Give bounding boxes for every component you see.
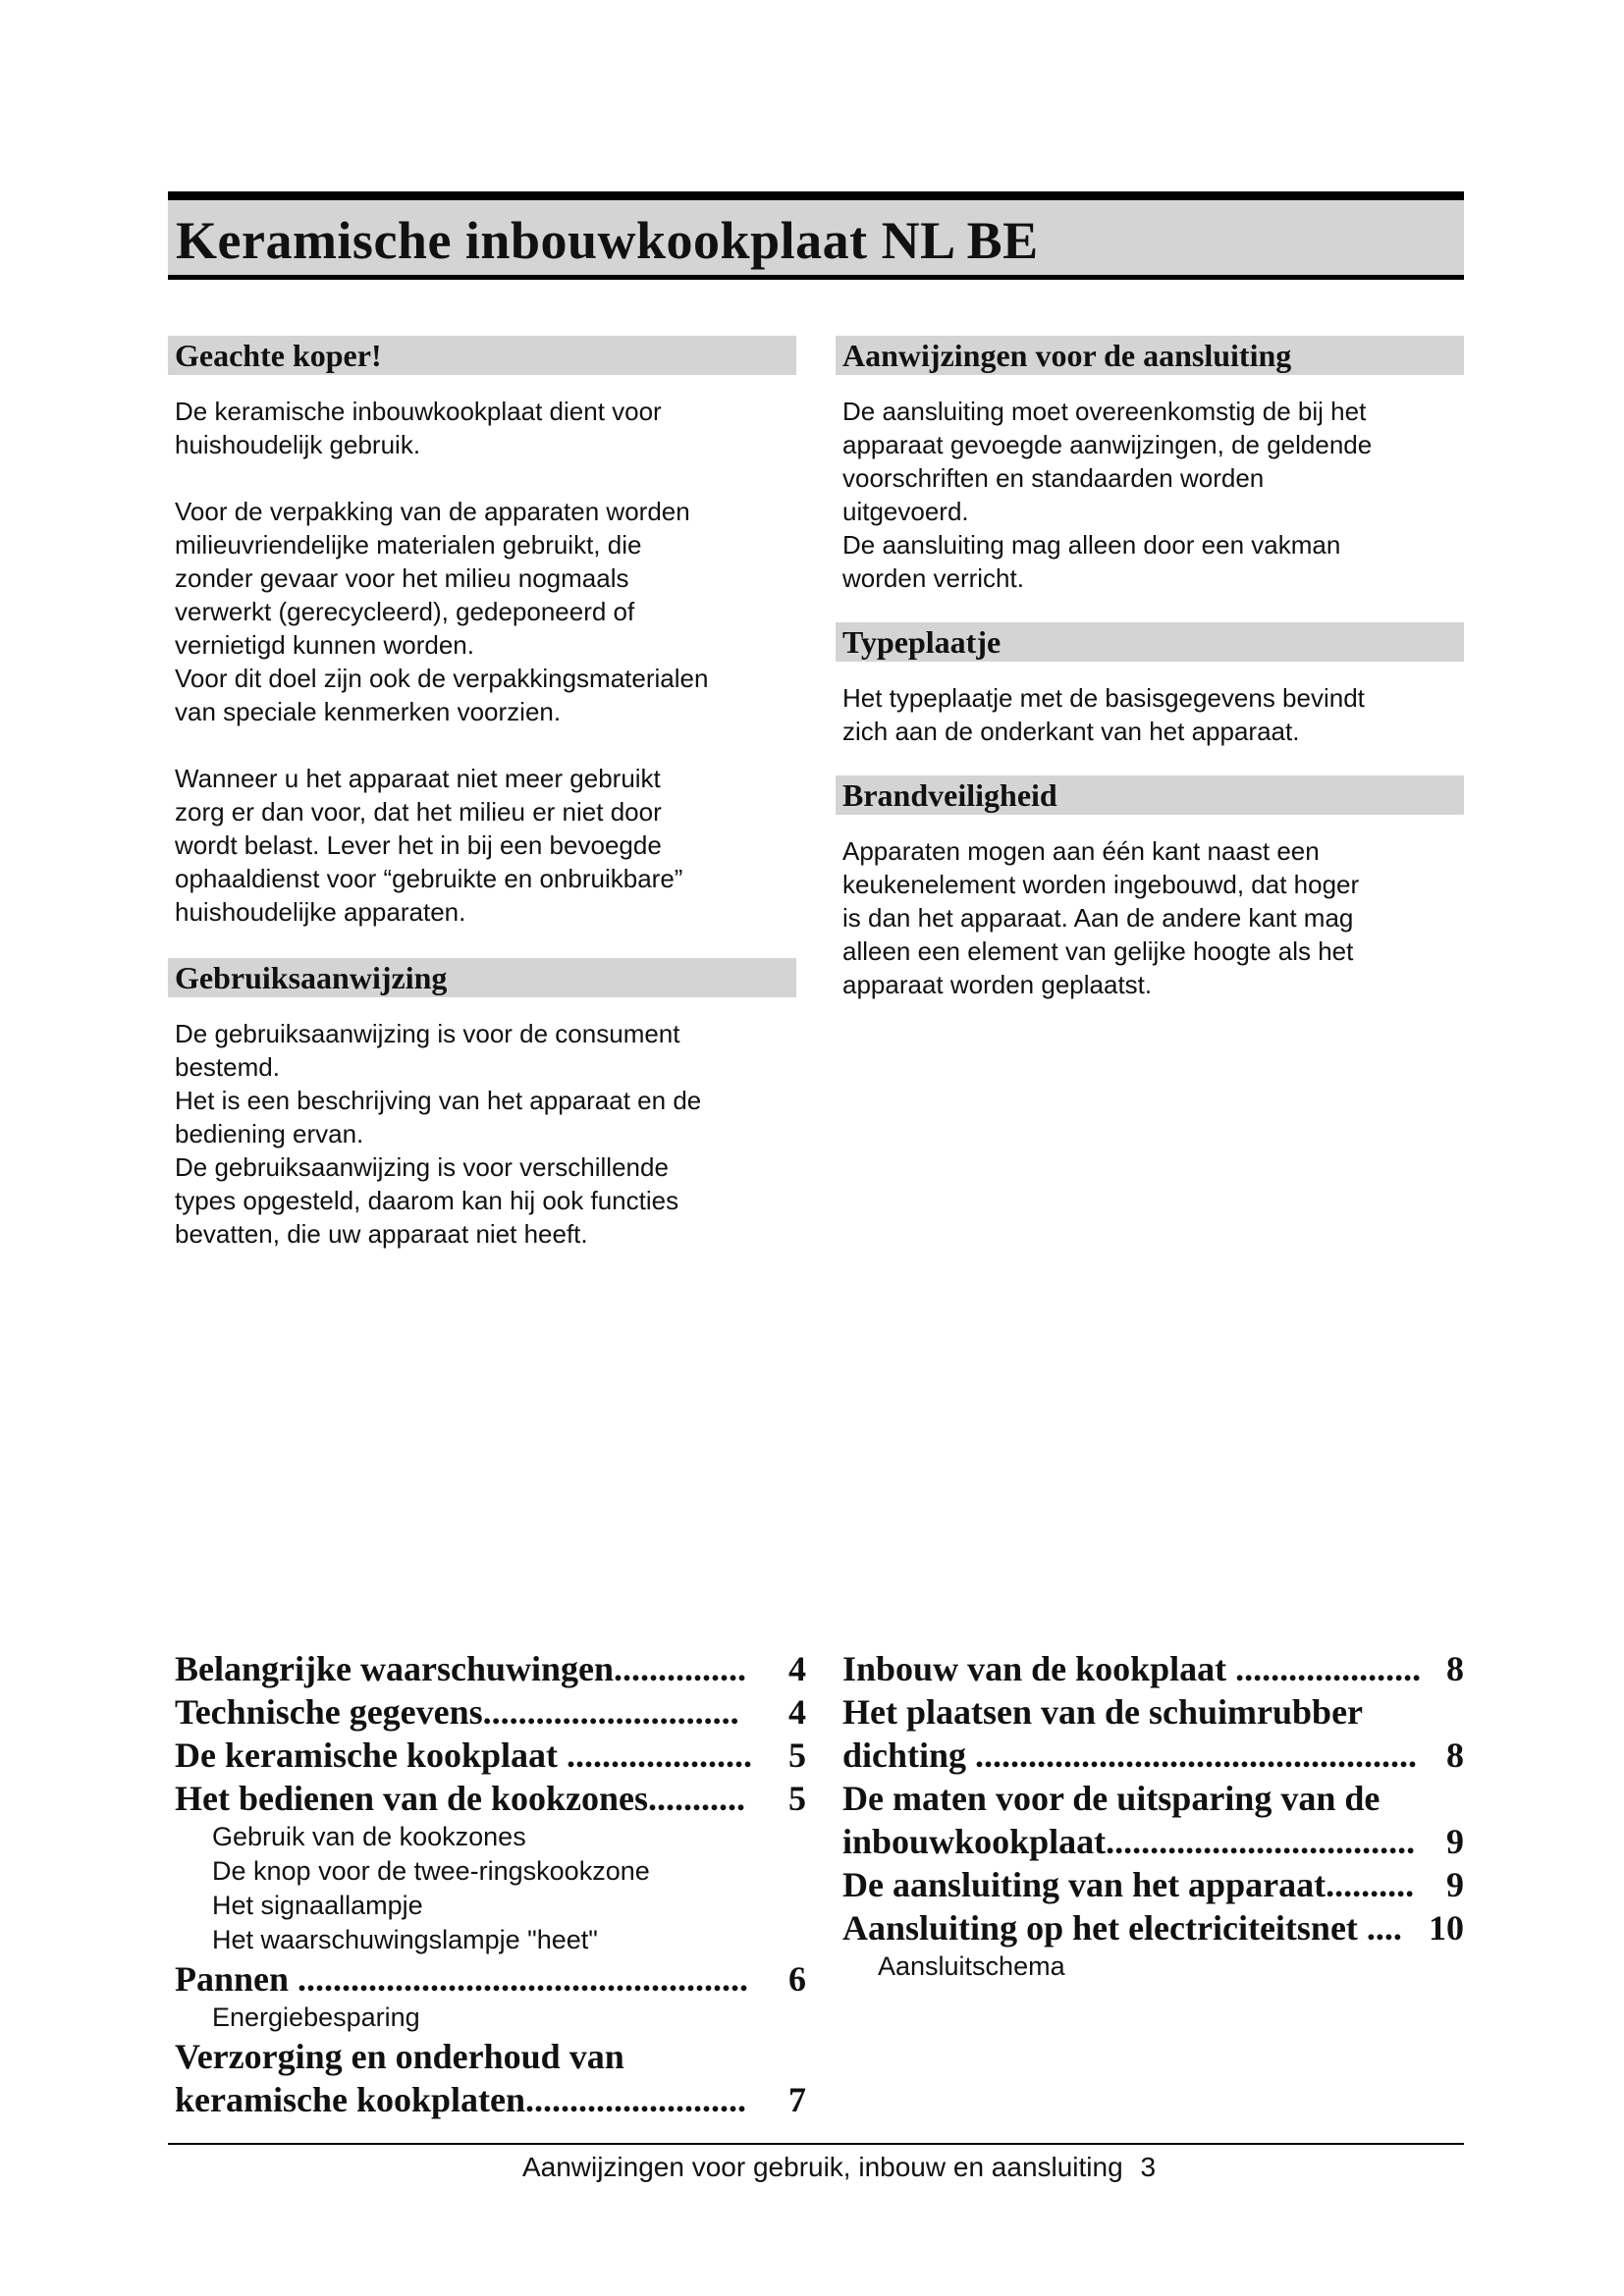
toc-entry-line: Het plaatsen van de schuimrubber bbox=[842, 1692, 1364, 1732]
toc-entry-line: Verzorging en onderhoud van bbox=[175, 2037, 624, 2076]
right-column bbox=[836, 336, 1464, 1001]
toc-entry: Pannen ................................................... 6 bbox=[175, 1959, 806, 1999]
toc-entry: Belangrijke waarschuwingen............... 4 bbox=[175, 1649, 806, 1688]
toc-subentry: Gebruik van de kookzones bbox=[212, 1822, 526, 1851]
toc-entry: De keramische kookplaat ..................... 5 bbox=[175, 1735, 806, 1775]
paragraph: De gebruiksaanwijzing is voor de consument bestemd. Het is een beschrijving van het apparaat en de bediening ervan. De gebruiksaanwijzing is voor verschillende types opgesteld, daarom kan hij ook functies bevatten, die uw apparaat niet heeft. bbox=[175, 1019, 702, 1249]
paragraph: Voor de verpakking van de apparaten worden milieuvriendelijke materialen gebruikt, die zonder gevaar voor het milieu nogmaals verwerkt (gerecycleerd), gedeponeerd of vernietigd kunnen worden. Voor dit doel zijn ook de verpakkingsmaterialen van speciale kenmerken voorzien. bbox=[175, 497, 709, 726]
paragraph: Het typeplaatje met de basisgegevens bevindt zich aan de onderkant van het apparaat. bbox=[842, 683, 1365, 746]
paragraph: Wanneer u het apparaat niet meer gebruikt zorg er dan voor, dat het milieu er niet door wordt belast. Lever het in bij een bevoegde ophaaldienst voor “gebruikte en onbruikbare” huishoudelijke apparaten. bbox=[175, 764, 683, 927]
title-bar bbox=[168, 191, 1464, 280]
toc-entry: De aansluiting van het apparaat.......... 9 bbox=[842, 1865, 1464, 1904]
section-heading-geachte-koper: Geachte koper! bbox=[168, 336, 796, 375]
toc-entry: Het bedienen van de kookzones........... 5 bbox=[175, 1779, 806, 1818]
section-heading-brandveiligheid: Brandveiligheid bbox=[836, 775, 1464, 815]
toc-subentry: Energiebesparing bbox=[212, 2002, 420, 2032]
toc-entry: dichting .................................................. 8 bbox=[842, 1735, 1464, 1775]
toc-subentry: Het signaallampje bbox=[212, 1891, 423, 1920]
paragraph: De aansluiting moet overeenkomstig de bij het apparaat gevoegde aanwijzingen, de geldende voorschriften en standaarden worden uitgevoerd. De aansluiting mag alleen door een vakman worden verricht. bbox=[842, 397, 1373, 593]
paragraph: De keramische inbouwkookplaat dient voor huishoudelijk gebruik. bbox=[175, 397, 662, 459]
footer-rule bbox=[168, 2143, 1464, 2145]
page-title: Keramische inbouwkookplaat NL BE bbox=[176, 211, 1039, 270]
toc-entry: keramische kookplaten......................... 7 bbox=[175, 2080, 806, 2119]
toc-right bbox=[836, 1647, 1464, 1984]
toc-subentry: Aansluitschema bbox=[878, 1951, 1065, 1981]
toc-entry: Technische gegevens............................. 4 bbox=[175, 1692, 806, 1732]
footer bbox=[168, 2152, 1464, 2183]
paragraph: Apparaten mogen aan één kant naast een keukenelement worden ingebouwd, dat hoger is dan het apparaat. Aan de andere kant mag alleen een element van gelijke hoogte als het apparaat worden geplaatst. bbox=[842, 836, 1360, 999]
left-column bbox=[168, 336, 796, 1251]
section-heading-gebruiksaanwijzing: Gebruiksaanwijzing bbox=[168, 958, 796, 997]
footer-text: Aanwijzingen voor gebruik, inbouw en aansluiting bbox=[521, 2152, 1123, 2182]
section-heading-typeplaatje: Typeplaatje bbox=[836, 622, 1464, 662]
section-heading-aanwijzingen: Aanwijzingen voor de aansluiting bbox=[836, 336, 1464, 375]
toc-subentry: Het waarschuwingslampje "heet" bbox=[212, 1925, 598, 1954]
toc-subentry: De knop voor de twee-ringskookzone bbox=[212, 1856, 650, 1886]
toc-entry: inbouwkookplaat................................... 9 bbox=[842, 1822, 1464, 1861]
toc-entry-line: De maten voor de uitsparing van de bbox=[842, 1779, 1380, 1818]
page-number: 3 bbox=[1140, 2152, 1157, 2182]
toc-entry: Inbouw van de kookplaat ..................... 8 bbox=[842, 1649, 1464, 1688]
toc-left bbox=[168, 1647, 806, 2121]
toc-entry: Aansluiting op het electriciteitsnet .... 10 bbox=[842, 1908, 1464, 1948]
